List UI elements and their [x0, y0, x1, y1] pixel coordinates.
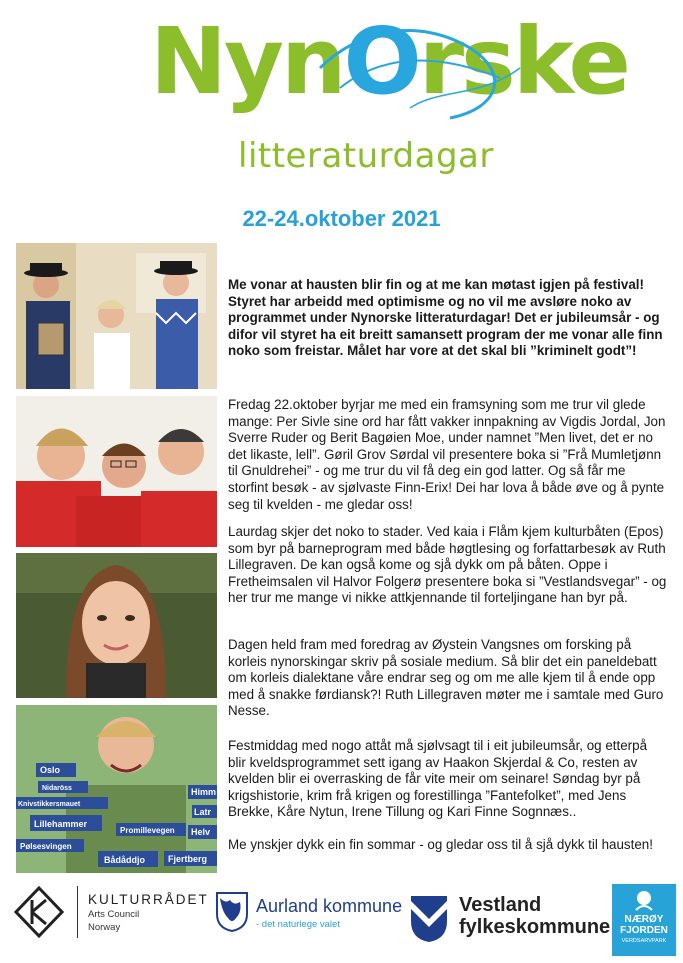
logo-title-part-3: rske [418, 8, 628, 115]
naeroyfjorden-name-2: FJORDEN [620, 925, 668, 936]
photo-board-members [16, 243, 217, 389]
intro-paragraph: Me vonar at hausten blir fin og at me kan møtast igjen på festival! Styret har arbeidd med optimisme og no vil me avsløre noko av programmet under Nynorske litteraturdagar! Det er jubileumsår - og difor vil styret ha eit breitt samansett program der me vonar alle finn noko som freistar. Målet har vore at det skal bli ”kriminelt godt”! [228, 277, 663, 359]
aurland-text [256, 896, 402, 930]
logo-title-part-1: Nyn [150, 8, 344, 115]
sign-badaddjo: Bådåddjo [104, 855, 146, 865]
paragraph: Fredag 22.oktober byrjar me med ein framsyning som me trur vil glede mange: Per Sivle sine ord har fått vakker innpakning av Vigdis Jordal, Jon Sverre Ruder og Berit Bagøien Moe, under namnet ”Men livet, det er no det likaste, lell”. Gøril Grov Sørdal vil presentere boka si ”Frå Mumletjønn til Gnuldrehei” - og me trur du vil få deg ein god latter. Og så får me storfint besøk - av sjølvaste Finn-Erix! Dei har lova å både øve og å pynte seg til kvelden - me gledar oss! [228, 397, 666, 512]
kulturradet-text [88, 892, 209, 933]
naeroyfjorden-sub: VERDSARVPARK [621, 938, 667, 944]
sign-polsesvingen: Pølsesvingen [20, 842, 72, 851]
photo-ruth-lillegraven [16, 553, 217, 698]
sign-oslo: Oslo [40, 765, 61, 775]
paragraph: Laurdag skjer det noko to stader. Ved kaia i Flåm kjem kulturbåten (Epos) som byr på barneprogram med både høgtlesing og forfattarbesøk av Ruth Lillegraven. De kan også kome og sjå dykk om på båten. Oppe i Fretheimsalen vil Halvor Folgerø presentere boka si ”Vestlandsvegar” - og her trur me mange vi nikke attkjennande til forteljingane han byr på. [228, 524, 667, 606]
paragraph-closing [228, 837, 668, 854]
photo-signposts [16, 705, 217, 873]
sign-fjertberg: Fjertberg [168, 854, 208, 864]
paragraph: Festmiddag med nogo attåt må sjølvsagt til i eit jubileumsår, og etterpå blir kveldsprogrammet sett igang av Haakon Skjerdal & Co, resten av kvelden blir ei overrasking de får vite meir om seinare! Søndag byr på krigshistorie, krim frå krigen og forestillinga ”Fantefolket”, med Jens Brekke, Kåre Nytun, Irene Tillung og Kari Finne Sognnæs.. [228, 738, 648, 820]
photo-finn-erix [16, 396, 217, 547]
logo-title-part-2: O [343, 8, 419, 115]
paragraph-festmiddag [228, 738, 668, 821]
sign-knivstikkersmauet: Knivstikkersmauet [18, 801, 81, 808]
paragraph-saturday [228, 524, 668, 607]
festival-logo [150, 8, 628, 178]
event-date: 22-24.oktober 2021 [242, 206, 441, 231]
sign-himm: Himm [191, 787, 217, 797]
aurland-tagline: - det naturlege valet [256, 919, 340, 930]
kulturradet-divider [77, 886, 78, 938]
logo-swirl-icon [300, 8, 530, 138]
paragraph: Me ynskjer dykk ein fin sommar - og gledar oss til å sjå dykk til hausten! [228, 837, 653, 852]
paragraph-saturday-cont [228, 637, 668, 720]
paragraph-friday [228, 397, 668, 513]
vestland-shield-icon [410, 895, 448, 943]
vestland-line1: Vestland [459, 894, 542, 916]
kulturradet-name: KULTURRÅDET [88, 892, 209, 907]
sign-promillevegen: Promillevegen [120, 826, 175, 835]
aurland-shield-icon [216, 892, 248, 932]
aurland-name: Aurland kommune [256, 896, 403, 916]
vestland-text [459, 894, 610, 938]
vestland-line2: fylkeskommune [459, 916, 611, 938]
kulturradet-sub1: Arts Council [88, 909, 140, 920]
intro-text [228, 277, 668, 360]
kulturradet-sub2: Norway [88, 922, 121, 933]
kulturradet-logo-icon [14, 886, 64, 938]
paragraph: Dagen held fram med foredrag av Øystein Vangsnes om forsking på korleis nynorskingar skriv på sosiale medium. Så blir det ein paneldebatt om korleis dialektane våre endrar seg og om me alle kjem til å ende opp med å snakke førdiansk?! Ruth Lillegraven møter me i samtale med Guro Nesse. [228, 637, 664, 719]
logo-subtitle: litteraturdagar [238, 136, 494, 176]
sign-helv: Helv [191, 827, 211, 837]
sign-lillehammer: Lillehammer [34, 819, 88, 829]
naeroyfjorden-emblem-icon [612, 886, 676, 914]
sign-nidaross: Nidaröss [42, 785, 72, 792]
naeroyfjorden-logo [612, 884, 676, 956]
naeroyfjorden-name-1: NÆRØY [624, 914, 664, 925]
sign-latr: Latr [194, 807, 212, 817]
